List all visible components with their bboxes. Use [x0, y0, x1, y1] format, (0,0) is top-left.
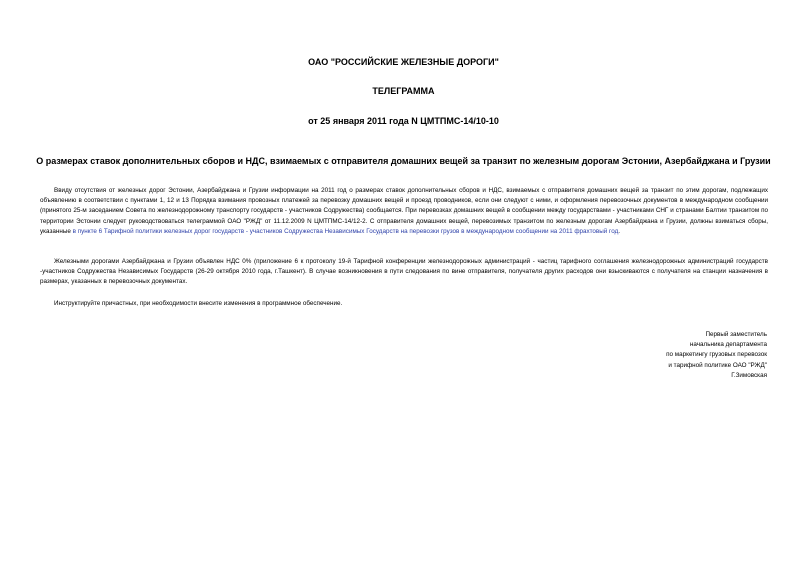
paragraph-1: [40, 186, 768, 237]
tariff-policy-link[interactable]: в пункте 6 Тарифной политики железных дорог государств - участников Содружества Независимых Государств на перевозки грузов в международном сообщении на 2011 фрахтовый год: [72, 227, 619, 235]
document-type: ТЕЛЕГРАММА: [372, 86, 435, 96]
signature-line-4: и тарифной политике ОАО "РЖД": [668, 361, 767, 369]
paragraph-2: [40, 257, 768, 288]
signature-line-2: начальника департамента: [689, 341, 767, 349]
signature-block: [507, 330, 767, 381]
paragraph-3-text: Инструктируйте причастных, при необходимости внесите изменения в программное обеспечение.: [54, 300, 343, 307]
document-subject: О размерах ставок дополнительных сборов и НДС, взимаемых с отправителя домашних вещей за транзит по железным дорогам Эстонии, Азербайджана и Грузии: [36, 156, 771, 166]
signature-line-3: по маркетингу грузовых перевозок: [666, 351, 767, 359]
document-date-number: от 25 января 2011 года N ЦМТПМС-14/10-10: [308, 116, 499, 126]
paragraph-1-text: Ввиду отсутствия от железных дорог Эстонии, Азербайджана и Грузии информации на 2011 год о размерах ставок дополнительных сборов и НДС, взимаемых с отправителя домашних вещей за транзит по этим дорогам, подлежащих объявлению в соответствии с пунктами 1, 12 и 13 Порядка взимания провозных платежей за перевозку домашних вещей и проезд проводников, если они следуют с ними, и оформления перевозочных документов в международном сообщении (принятого 25-м заседанием Совета по железнодорожному транспорту государств - участников Содружества) сообщается. При перевозках домашних вещей в сообщении между государствами - участниками СНГ и странами Балтии транзитом по территории Эстонии следует руководствоваться телеграммой ОАО "РЖД" от 11.12.2009 N ЦМТПМС-14/12-2. С отправителя домашних вещей, перевозимых транзитом по железным дорогам Азербайджана и Грузии, должны взиматься сборы, указанные: [40, 187, 768, 235]
paragraph-3: [40, 299, 768, 309]
paragraph-1-end: .: [618, 227, 620, 235]
signatory-name: Г.Зимовская: [731, 371, 767, 379]
paragraph-2-text: Железными дорогами Азербайджана и Грузии объявлен НДС 0% (приложение 6 к протоколу 19-й Тарифной конференции железнодорожных администраций - частиц тарифного соглашения железнодорожных администраций государств -участников Содружества Независимых Государств (26-29 октября 2010 года, г.Ташкент). В случае возникновения в пути следования по вине отправителя, получателя других расходов они взыскиваются с получателя на станции назначения в размерах, указанных в перевозочных документах.: [40, 258, 768, 286]
organization-name: ОАО "РОССИЙСКИЕ ЖЕЛЕЗНЫЕ ДОРОГИ": [308, 57, 499, 67]
signature-line-1: Первый заместитель: [705, 331, 767, 338]
